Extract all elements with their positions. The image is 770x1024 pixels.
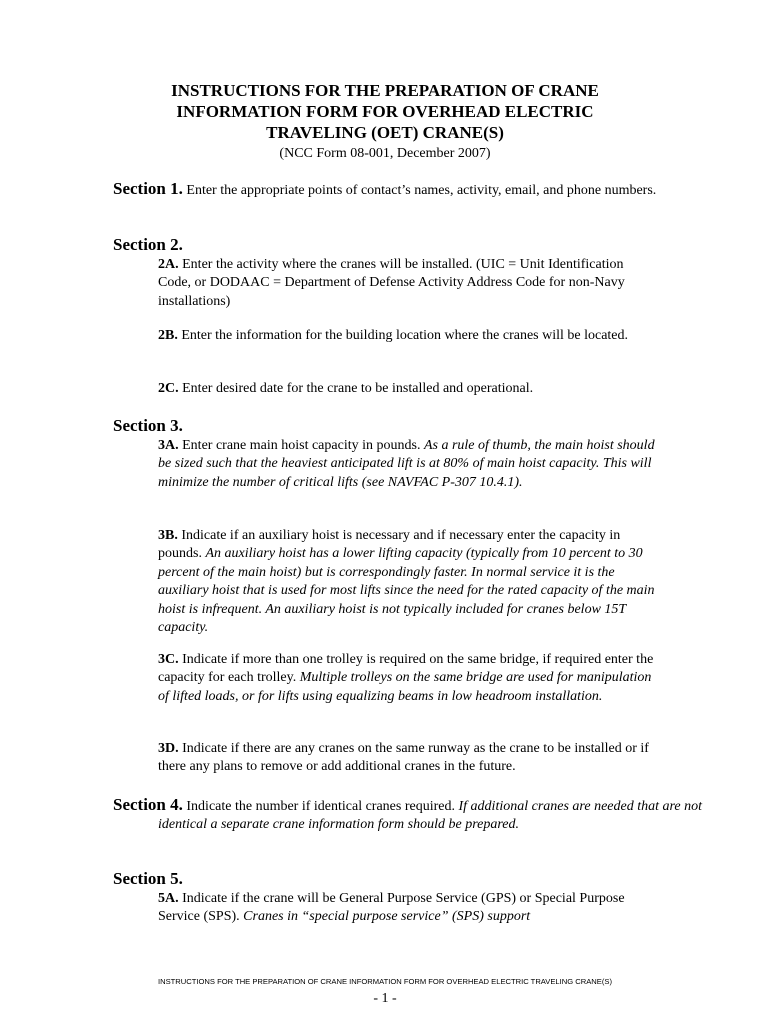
paragraph-2c [158, 380, 658, 398]
text-3b: Indicate if an auxiliary hoist is necessary and if necessary enter the capacity in pounds. [158, 528, 621, 562]
paragraph-3d [158, 740, 658, 777]
italic-3a: As a rule of thumb, the main hoist should be sized such that the heaviest anticipated lift is at 80% of main hoist capacity. This will minimize the number of critical lifts (see NAVFAC P-307 10.4.1). [158, 438, 655, 490]
label-2c: 2C. [158, 381, 179, 396]
text-3c: Indicate if more than one trolley is required on the same bridge, if required enter the capacity for each trolley. [158, 652, 654, 686]
paragraph-5a [158, 890, 658, 927]
section-5-heading-text: Section 5. [113, 869, 183, 888]
document-subtitle: (NCC Form 08-001, December 2007) [279, 146, 491, 161]
text-2b: Enter the information for the building location where the cranes will be located. [177, 328, 629, 343]
text-5a: Indicate if the crane will be General Purpose Service (GPS) or Special Purpose Service (SPS). [158, 891, 625, 925]
italic-3b: An auxiliary hoist has a lower lifting capacity (typically from 10 percent to 30 percent of the main hoist) but is correspondingly faster. In normal service it is the auxiliary hoist that is used for most lifts since the need for the rated capacity of the main hoist is infrequent. An auxiliary hoist is not typically included for cranes below 15T capacity. [158, 546, 655, 636]
section-4 [113, 796, 718, 835]
label-3b: 3B. [158, 528, 178, 543]
running-footer: INSTRUCTIONS FOR THE PREPARATION OF CRANE INFORMATION FORM FOR OVERHEAD ELECTRIC TRAVELING CRANE(S) [158, 977, 612, 986]
section-4-heading: Section 4. [113, 795, 183, 814]
paragraph-3c [158, 651, 658, 706]
title-line-2: INFORMATION FORM FOR OVERHEAD ELECTRIC [176, 102, 594, 121]
paragraph-3b [158, 527, 658, 637]
italic-3c: Multiple trolleys on the same bridge are used for manipulation of lifted loads, or for lifts using equalizing beams in low headroom installation. [158, 670, 652, 704]
title-line-1: INSTRUCTIONS FOR THE PREPARATION OF CRANE [171, 81, 599, 100]
section-2-heading-text: Section 2. [113, 235, 183, 254]
section-4-italic: If additional cranes are needed that are not identical a separate crane information form should be prepared. [158, 799, 703, 833]
section-4-text: Indicate the number if identical cranes required. [182, 799, 459, 814]
italic-5a: Cranes in “special purpose service” (SPS) support [243, 909, 531, 925]
document-title [0, 80, 770, 143]
text-3a: Enter crane main hoist capacity in pounds. [178, 438, 424, 453]
label-5a: 5A. [158, 891, 179, 906]
text-2a: Enter the activity where the cranes will be installed. (UIC = Unit Identification Code, or DODAAC = Department of Defense Activity Address Code for non-Navy installations) [158, 257, 625, 309]
label-2b: 2B. [158, 328, 178, 343]
label-3a: 3A. [158, 438, 179, 453]
paragraph-2a [158, 256, 658, 311]
section-3-heading-text: Section 3. [113, 416, 183, 435]
section-5-heading [113, 870, 673, 890]
label-3d: 3D. [158, 741, 179, 756]
paragraph-2b [158, 327, 658, 345]
text-3d: Indicate if there are any cranes on the same runway as the crane to be installed or if there any plans to remove or add additional cranes in the future. [158, 741, 649, 775]
section-1-heading: Section 1. [113, 179, 183, 198]
paragraph-3a [158, 437, 658, 492]
section-1-text: Enter the appropriate points of contact’s names, activity, email, and phone numbers. [182, 183, 657, 198]
text-2c: Enter desired date for the crane to be installed and operational. [178, 381, 534, 396]
page-number: - 1 - [373, 991, 397, 1006]
title-line-3: TRAVELING (OET) CRANE(S) [266, 123, 504, 142]
label-3c: 3C. [158, 652, 179, 667]
section-1 [113, 180, 718, 200]
label-2a: 2A. [158, 257, 179, 272]
section-3-heading [113, 417, 673, 437]
section-2-heading [113, 236, 673, 256]
